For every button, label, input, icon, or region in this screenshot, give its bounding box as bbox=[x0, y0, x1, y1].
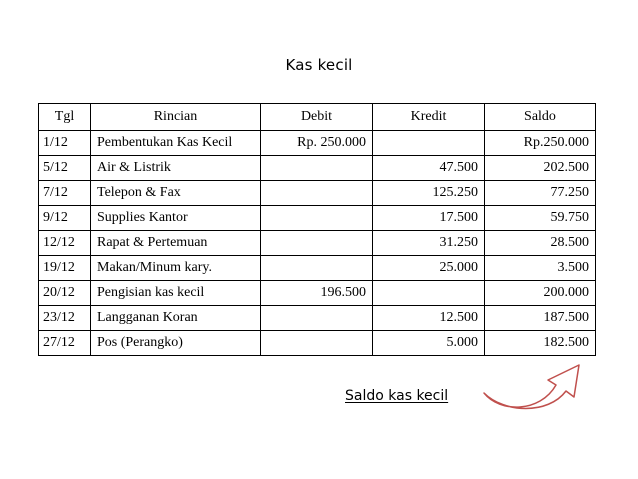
cell-rincian: Makan/Minum kary. bbox=[91, 256, 261, 281]
cell-saldo: 200.000 bbox=[485, 281, 596, 306]
cell-kredit: 25.000 bbox=[373, 256, 485, 281]
cell-saldo: 77.250 bbox=[485, 181, 596, 206]
cell-tgl: 12/12 bbox=[39, 231, 91, 256]
table-row bbox=[39, 231, 596, 256]
table-row bbox=[39, 281, 596, 306]
cell-debit bbox=[261, 256, 373, 281]
cell-debit bbox=[261, 331, 373, 356]
cell-debit: Rp. 250.000 bbox=[261, 131, 373, 156]
cell-saldo: 28.500 bbox=[485, 231, 596, 256]
cell-saldo: 59.750 bbox=[485, 206, 596, 231]
cell-kredit: 125.250 bbox=[373, 181, 485, 206]
cell-tgl: 1/12 bbox=[39, 131, 91, 156]
cell-kredit: 5.000 bbox=[373, 331, 485, 356]
cell-debit bbox=[261, 206, 373, 231]
cell-rincian: Langganan Koran bbox=[91, 306, 261, 331]
cell-tgl: 5/12 bbox=[39, 156, 91, 181]
table-row bbox=[39, 156, 596, 181]
column-header-rincian: Rincian bbox=[91, 104, 261, 131]
table-row bbox=[39, 181, 596, 206]
cell-rincian: Pos (Perangko) bbox=[91, 331, 261, 356]
cell-saldo: 187.500 bbox=[485, 306, 596, 331]
cell-rincian: Supplies Kantor bbox=[91, 206, 261, 231]
cell-rincian: Air & Listrik bbox=[91, 156, 261, 181]
page-title: Kas kecil bbox=[285, 56, 353, 74]
cell-saldo: Rp.250.000 bbox=[485, 131, 596, 156]
cell-saldo: 202.500 bbox=[485, 156, 596, 181]
cell-kredit: 47.500 bbox=[373, 156, 485, 181]
cell-rincian: Pengisian kas kecil bbox=[91, 281, 261, 306]
cell-tgl: 20/12 bbox=[39, 281, 91, 306]
cell-debit bbox=[261, 306, 373, 331]
cell-tgl: 9/12 bbox=[39, 206, 91, 231]
column-header-saldo: Saldo bbox=[485, 104, 596, 131]
cell-kredit: 17.500 bbox=[373, 206, 485, 231]
cell-rincian: Rapat & Pertemuan bbox=[91, 231, 261, 256]
cell-tgl: 27/12 bbox=[39, 331, 91, 356]
cell-debit bbox=[261, 156, 373, 181]
cell-debit: 196.500 bbox=[261, 281, 373, 306]
table-row bbox=[39, 256, 596, 281]
cell-tgl: 7/12 bbox=[39, 181, 91, 206]
cell-debit bbox=[261, 181, 373, 206]
petty-cash-table bbox=[38, 103, 596, 356]
cell-saldo: 3.500 bbox=[485, 256, 596, 281]
table-row bbox=[39, 306, 596, 331]
table-row bbox=[39, 131, 596, 156]
cell-tgl: 23/12 bbox=[39, 306, 91, 331]
cell-kredit: 12.500 bbox=[373, 306, 485, 331]
curved-arrow-icon bbox=[478, 355, 588, 415]
cell-rincian: Pembentukan Kas Kecil bbox=[91, 131, 261, 156]
saldo-kas-kecil-label: Saldo kas kecil bbox=[345, 388, 449, 404]
column-header-tgl: Tgl bbox=[39, 104, 91, 131]
cell-saldo: 182.500 bbox=[485, 331, 596, 356]
cell-debit bbox=[261, 231, 373, 256]
column-header-debit: Debit bbox=[261, 104, 373, 131]
cell-kredit bbox=[373, 281, 485, 306]
table-row bbox=[39, 206, 596, 231]
cell-kredit bbox=[373, 131, 485, 156]
table-row bbox=[39, 331, 596, 356]
cell-kredit: 31.250 bbox=[373, 231, 485, 256]
column-header-kredit: Kredit bbox=[373, 104, 485, 131]
cell-rincian: Telepon & Fax bbox=[91, 181, 261, 206]
cell-tgl: 19/12 bbox=[39, 256, 91, 281]
table-header-row bbox=[39, 104, 596, 131]
